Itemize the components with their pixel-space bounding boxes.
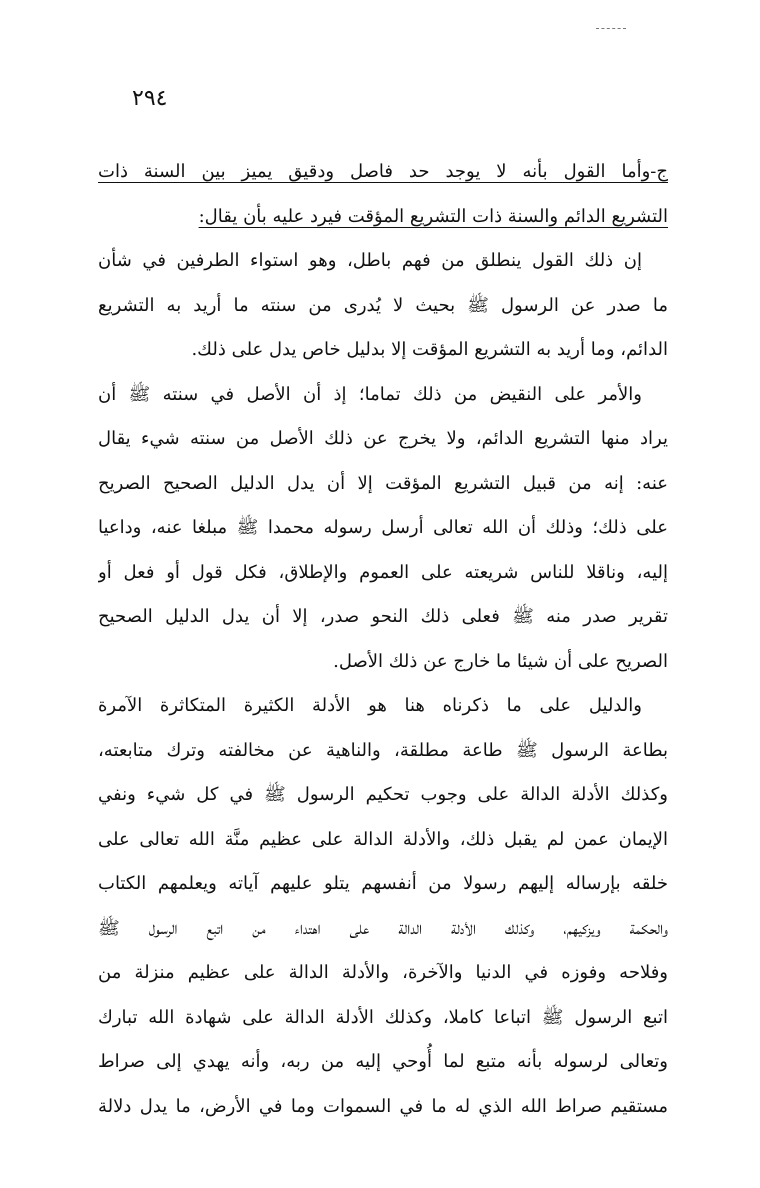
paragraph-line: يراد منها التشريع الدائم، ولا يخرج عن ذلك الأصل من سنته شيء يقال: [98, 428, 668, 449]
section-heading-line: ج-وأما القول بأنه لا يوجد حد فاصل ودقيق يميز بين السنة ذات: [98, 161, 668, 182]
paragraph-line: الدائم، وما أريد به التشريع المؤقت إلا بدليل خاص يدل على ذلك.: [191, 339, 668, 360]
paragraph-line: والدليل على ما ذكرناه هنا هو الأدلة الكثيرة المتكاثرة الآمرة: [98, 695, 642, 716]
paragraph-line: اتبع الرسول ﷺ اتباعا كاملا، وكذلك الأدلة الدالة على شهادة الله تبارك: [98, 1006, 668, 1028]
paragraph-line: والحكمة ويزكيهم، وكذلك الأدلة الدالة على اهتداء من اتبع الرسول ﷺ: [98, 917, 668, 939]
paragraph-line: إن ذلك القول ينطلق من فهم باطل، وهو استواء الطرفين في شأن: [98, 250, 642, 271]
paragraph-line: الإيمان عمن لم يقبل ذلك، والأدلة الدالة على عظيم منَّة الله تعالى على: [98, 828, 668, 850]
paragraph-line: وفلاحه وفوزه في الدنيا والآخرة، والأدلة الدالة على عظيم منزلة من: [98, 962, 668, 983]
paragraph-line: بطاعة الرسول ﷺ طاعة مطلقة، والناهية عن مخالفته وترك متابعته،: [98, 739, 668, 761]
scan-mark: [596, 28, 626, 32]
paragraph-line: عنه: إنه من قبيل التشريع المؤقت إلا أن يدل الدليل الصحيح الصريح: [98, 472, 668, 494]
section-heading-line: التشريع الدائم والسنة ذات التشريع المؤقت فيرد عليه بأن يقال:: [198, 205, 668, 227]
paragraph-line: على ذلك؛ وذلك أن الله تعالى أرسل رسوله محمدا ﷺ مبلغا عنه، وداعيا: [98, 517, 668, 538]
paragraph-line: وتعالى لرسوله بأنه متبع لما أُوحي إليه من ربه، وأنه يهدي إلى صراط: [98, 1051, 668, 1072]
paragraph-line: خلقه بإرساله إليهم رسولا من أنفسهم يتلو عليهم آياته ويعلمهم الكتاب: [98, 873, 668, 894]
paragraph-line: والأمر على النقيض من ذلك تماما؛ إذ أن الأصل في سنته ﷺ أن: [98, 383, 642, 405]
page-number: ٢٩٤: [132, 86, 168, 111]
paragraph-line: تقرير صدر منه ﷺ فعلى ذلك النحو صدر، إلا أن يدل الدليل الصحيح: [98, 606, 668, 627]
paragraph-line: إليه، وناقلا للناس شريعته على العموم والإطلاق، فكل قول أو فعل أو: [98, 561, 668, 583]
paragraph-line: الصريح على أن شيئا ما خارج عن ذلك الأصل.: [333, 650, 668, 672]
paragraph-line: مستقيم صراط الله الذي له ما في السموات وما في الأرض، ما يدل دلالة: [98, 1095, 668, 1117]
paragraph-line: وكذلك الأدلة الدالة على وجوب تحكيم الرسول ﷺ في كل شيء ونفي: [98, 784, 668, 805]
body-text: [98, 150, 668, 1129]
paragraph-line: ما صدر عن الرسول ﷺ بحيث لا يُدرى من سنته ما أريد به التشريع: [98, 294, 668, 316]
